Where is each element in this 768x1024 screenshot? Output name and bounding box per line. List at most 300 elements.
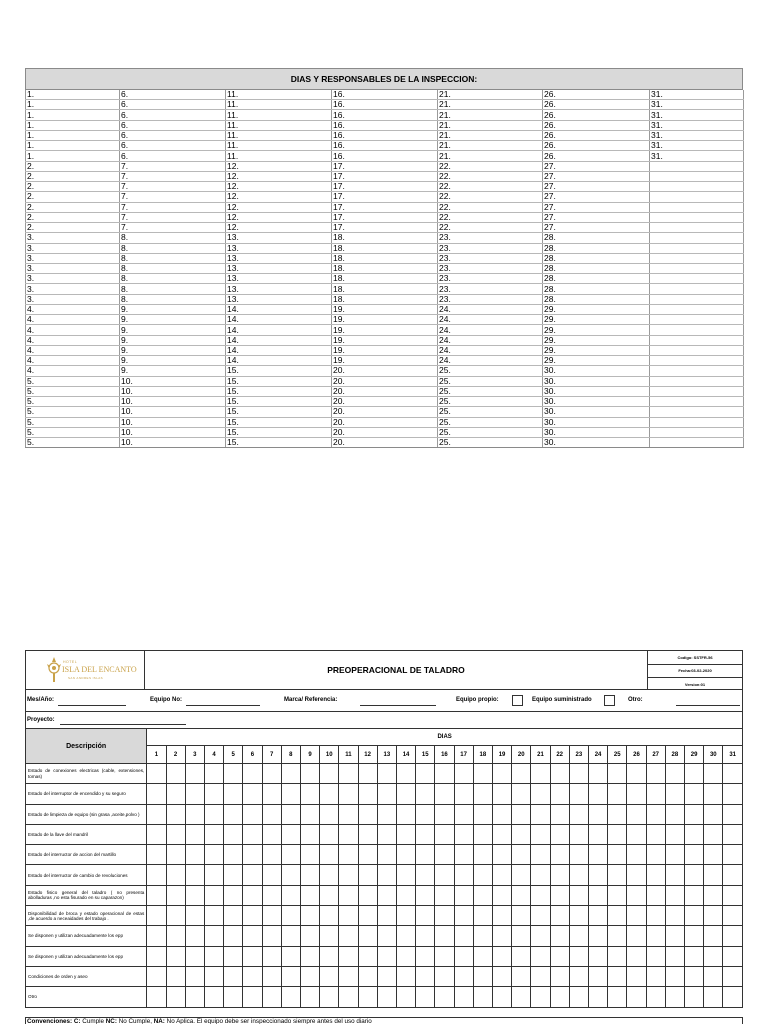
checklist-day-cell[interactable] <box>320 824 339 844</box>
inspection-day-cell[interactable]: 16. <box>332 141 438 151</box>
checklist-day-cell[interactable] <box>531 824 550 844</box>
checklist-day-cell[interactable] <box>243 804 262 824</box>
checklist-day-cell[interactable] <box>147 784 166 804</box>
inspection-day-cell[interactable]: 7. <box>120 223 226 233</box>
checklist-day-cell[interactable] <box>377 926 396 946</box>
inspection-day-cell[interactable]: 22. <box>438 202 543 212</box>
checklist-day-cell[interactable] <box>608 845 627 865</box>
checklist-day-cell[interactable] <box>396 845 415 865</box>
inspection-day-cell[interactable]: 16. <box>332 120 438 130</box>
checklist-day-cell[interactable] <box>608 804 627 824</box>
inspection-day-cell[interactable]: 8. <box>120 253 226 263</box>
checklist-day-cell[interactable] <box>185 926 204 946</box>
checklist-day-cell[interactable] <box>646 824 665 844</box>
checklist-day-cell[interactable] <box>224 845 243 865</box>
inspection-day-cell[interactable]: 9. <box>120 335 226 345</box>
inspection-day-cell[interactable]: 12. <box>226 202 332 212</box>
inspection-day-cell[interactable]: 17. <box>332 212 438 222</box>
inspection-day-cell[interactable]: 16. <box>332 110 438 120</box>
inspection-day-cell[interactable]: 8. <box>120 263 226 273</box>
inspection-day-cell[interactable]: 5. <box>26 427 120 437</box>
checklist-day-cell[interactable] <box>684 764 703 784</box>
inspection-day-cell[interactable]: 19. <box>332 315 438 325</box>
inspection-day-cell[interactable]: 30. <box>543 427 650 437</box>
checklist-day-cell[interactable] <box>320 946 339 966</box>
checklist-day-cell[interactable] <box>243 987 262 1007</box>
supplied-equipment-checkbox[interactable] <box>604 695 615 706</box>
inspection-day-cell[interactable] <box>650 223 744 233</box>
inspection-day-cell[interactable]: 9. <box>120 315 226 325</box>
checklist-day-cell[interactable] <box>704 845 723 865</box>
inspection-day-cell[interactable]: 18. <box>332 294 438 304</box>
checklist-day-cell[interactable] <box>435 987 454 1007</box>
checklist-day-cell[interactable] <box>204 865 223 885</box>
inspection-day-cell[interactable]: 9. <box>120 345 226 355</box>
checklist-day-cell[interactable] <box>512 987 531 1007</box>
checklist-day-cell[interactable] <box>646 926 665 946</box>
checklist-day-cell[interactable] <box>435 764 454 784</box>
inspection-day-cell[interactable]: 23. <box>438 233 543 243</box>
inspection-day-cell[interactable]: 21. <box>438 120 543 130</box>
inspection-day-cell[interactable]: 11. <box>226 90 332 100</box>
checklist-day-cell[interactable] <box>512 966 531 986</box>
inspection-day-cell[interactable]: 1. <box>26 151 120 161</box>
checklist-day-cell[interactable] <box>166 764 185 784</box>
checklist-day-cell[interactable] <box>492 865 511 885</box>
inspection-day-cell[interactable]: 27. <box>543 192 650 202</box>
inspection-day-cell[interactable]: 18. <box>332 284 438 294</box>
checklist-day-cell[interactable] <box>531 906 550 926</box>
checklist-day-cell[interactable] <box>224 906 243 926</box>
checklist-day-cell[interactable] <box>320 764 339 784</box>
inspection-day-cell[interactable]: 27. <box>543 182 650 192</box>
checklist-day-cell[interactable] <box>454 865 473 885</box>
checklist-day-cell[interactable] <box>358 966 377 986</box>
inspection-day-cell[interactable]: 29. <box>543 356 650 366</box>
checklist-day-cell[interactable] <box>166 966 185 986</box>
checklist-day-cell[interactable] <box>454 804 473 824</box>
checklist-day-cell[interactable] <box>588 926 607 946</box>
checklist-day-cell[interactable] <box>454 845 473 865</box>
checklist-day-cell[interactable] <box>262 865 281 885</box>
inspection-day-cell[interactable]: 27. <box>543 161 650 171</box>
inspection-day-cell[interactable]: 26. <box>543 90 650 100</box>
checklist-day-cell[interactable] <box>723 804 743 824</box>
inspection-day-cell[interactable] <box>650 427 744 437</box>
inspection-day-cell[interactable]: 1. <box>26 130 120 140</box>
checklist-day-cell[interactable] <box>684 885 703 905</box>
inspection-day-cell[interactable]: 23. <box>438 284 543 294</box>
checklist-day-cell[interactable] <box>492 845 511 865</box>
checklist-day-cell[interactable] <box>704 926 723 946</box>
checklist-day-cell[interactable] <box>358 784 377 804</box>
inspection-day-cell[interactable]: 19. <box>332 325 438 335</box>
inspection-day-cell[interactable]: 19. <box>332 345 438 355</box>
inspection-day-cell[interactable]: 30. <box>543 376 650 386</box>
checklist-day-cell[interactable] <box>608 764 627 784</box>
checklist-day-cell[interactable] <box>204 885 223 905</box>
checklist-day-cell[interactable] <box>166 865 185 885</box>
inspection-day-cell[interactable] <box>650 253 744 263</box>
checklist-day-cell[interactable] <box>454 906 473 926</box>
checklist-day-cell[interactable] <box>435 824 454 844</box>
checklist-day-cell[interactable] <box>262 845 281 865</box>
checklist-day-cell[interactable] <box>646 804 665 824</box>
inspection-day-cell[interactable]: 26. <box>543 110 650 120</box>
inspection-day-cell[interactable]: 17. <box>332 171 438 181</box>
checklist-day-cell[interactable] <box>262 784 281 804</box>
checklist-day-cell[interactable] <box>224 784 243 804</box>
checklist-day-cell[interactable] <box>531 865 550 885</box>
checklist-day-cell[interactable] <box>435 865 454 885</box>
checklist-day-cell[interactable] <box>281 906 300 926</box>
checklist-day-cell[interactable] <box>454 764 473 784</box>
checklist-day-cell[interactable] <box>588 966 607 986</box>
inspection-day-cell[interactable]: 12. <box>226 192 332 202</box>
inspection-day-cell[interactable]: 24. <box>438 345 543 355</box>
inspection-day-cell[interactable]: 21. <box>438 151 543 161</box>
inspection-day-cell[interactable]: 9. <box>120 304 226 314</box>
checklist-day-cell[interactable] <box>185 966 204 986</box>
checklist-day-cell[interactable] <box>588 764 607 784</box>
inspection-day-cell[interactable]: 28. <box>543 274 650 284</box>
checklist-day-cell[interactable] <box>339 906 358 926</box>
inspection-day-cell[interactable]: 10. <box>120 376 226 386</box>
checklist-day-cell[interactable] <box>224 824 243 844</box>
inspection-day-cell[interactable]: 31. <box>650 130 744 140</box>
inspection-day-cell[interactable]: 2. <box>26 202 120 212</box>
checklist-day-cell[interactable] <box>531 966 550 986</box>
checklist-day-cell[interactable] <box>396 764 415 784</box>
checklist-day-cell[interactable] <box>300 824 319 844</box>
checklist-day-cell[interactable] <box>665 966 684 986</box>
inspection-day-cell[interactable]: 20. <box>332 366 438 376</box>
inspection-day-cell[interactable]: 31. <box>650 141 744 151</box>
checklist-day-cell[interactable] <box>416 845 435 865</box>
inspection-day-cell[interactable]: 15. <box>226 366 332 376</box>
inspection-day-cell[interactable]: 3. <box>26 243 120 253</box>
inspection-day-cell[interactable]: 20. <box>332 386 438 396</box>
checklist-day-cell[interactable] <box>492 784 511 804</box>
checklist-day-cell[interactable] <box>665 764 684 784</box>
checklist-day-cell[interactable] <box>166 987 185 1007</box>
checklist-day-cell[interactable] <box>569 784 588 804</box>
inspection-day-cell[interactable]: 1. <box>26 90 120 100</box>
checklist-day-cell[interactable] <box>185 885 204 905</box>
inspection-day-cell[interactable]: 13. <box>226 294 332 304</box>
checklist-day-cell[interactable] <box>512 926 531 946</box>
checklist-day-cell[interactable] <box>300 784 319 804</box>
inspection-day-cell[interactable] <box>650 366 744 376</box>
inspection-day-cell[interactable]: 7. <box>120 212 226 222</box>
checklist-day-cell[interactable] <box>243 784 262 804</box>
checklist-day-cell[interactable] <box>550 987 569 1007</box>
checklist-day-cell[interactable] <box>704 987 723 1007</box>
checklist-day-cell[interactable] <box>684 865 703 885</box>
checklist-day-cell[interactable] <box>569 946 588 966</box>
checklist-day-cell[interactable] <box>646 946 665 966</box>
inspection-day-cell[interactable]: 26. <box>543 141 650 151</box>
checklist-day-cell[interactable] <box>281 926 300 946</box>
checklist-day-cell[interactable] <box>320 845 339 865</box>
inspection-day-cell[interactable]: 7. <box>120 202 226 212</box>
checklist-day-cell[interactable] <box>147 946 166 966</box>
checklist-day-cell[interactable] <box>243 824 262 844</box>
checklist-day-cell[interactable] <box>166 804 185 824</box>
checklist-day-cell[interactable] <box>166 784 185 804</box>
checklist-day-cell[interactable] <box>704 906 723 926</box>
checklist-day-cell[interactable] <box>166 906 185 926</box>
inspection-day-cell[interactable]: 23. <box>438 243 543 253</box>
inspection-day-cell[interactable]: 4. <box>26 335 120 345</box>
checklist-day-cell[interactable] <box>723 966 743 986</box>
checklist-day-cell[interactable] <box>358 764 377 784</box>
checklist-day-cell[interactable] <box>569 845 588 865</box>
inspection-day-cell[interactable]: 25. <box>438 427 543 437</box>
checklist-day-cell[interactable] <box>512 824 531 844</box>
inspection-day-cell[interactable]: 20. <box>332 397 438 407</box>
checklist-day-cell[interactable] <box>684 906 703 926</box>
inspection-day-cell[interactable]: 3. <box>26 263 120 273</box>
checklist-day-cell[interactable] <box>435 946 454 966</box>
checklist-day-cell[interactable] <box>300 804 319 824</box>
checklist-day-cell[interactable] <box>512 946 531 966</box>
inspection-day-cell[interactable] <box>650 294 744 304</box>
inspection-day-cell[interactable]: 13. <box>226 274 332 284</box>
checklist-day-cell[interactable] <box>147 966 166 986</box>
inspection-day-cell[interactable]: 7. <box>120 161 226 171</box>
inspection-day-cell[interactable]: 12. <box>226 182 332 192</box>
checklist-day-cell[interactable] <box>396 966 415 986</box>
inspection-day-cell[interactable]: 24. <box>438 304 543 314</box>
checklist-day-cell[interactable] <box>588 845 607 865</box>
checklist-day-cell[interactable] <box>224 885 243 905</box>
checklist-day-cell[interactable] <box>550 946 569 966</box>
checklist-day-cell[interactable] <box>454 885 473 905</box>
checklist-day-cell[interactable] <box>665 946 684 966</box>
checklist-day-cell[interactable] <box>569 885 588 905</box>
inspection-day-cell[interactable]: 15. <box>226 376 332 386</box>
inspection-day-cell[interactable] <box>650 233 744 243</box>
checklist-day-cell[interactable] <box>243 906 262 926</box>
inspection-day-cell[interactable] <box>650 417 744 427</box>
checklist-day-cell[interactable] <box>531 987 550 1007</box>
checklist-day-cell[interactable] <box>396 906 415 926</box>
brand-reference-field[interactable] <box>360 705 436 706</box>
checklist-day-cell[interactable] <box>185 764 204 784</box>
checklist-day-cell[interactable] <box>704 804 723 824</box>
checklist-day-cell[interactable] <box>627 926 646 946</box>
inspection-day-cell[interactable]: 3. <box>26 294 120 304</box>
inspection-day-cell[interactable]: 21. <box>438 100 543 110</box>
inspection-day-cell[interactable]: 15. <box>226 397 332 407</box>
inspection-day-cell[interactable]: 31. <box>650 120 744 130</box>
inspection-day-cell[interactable]: 5. <box>26 437 120 447</box>
checklist-day-cell[interactable] <box>531 885 550 905</box>
checklist-day-cell[interactable] <box>243 865 262 885</box>
checklist-day-cell[interactable] <box>646 906 665 926</box>
checklist-day-cell[interactable] <box>646 845 665 865</box>
inspection-day-cell[interactable]: 26. <box>543 100 650 110</box>
checklist-day-cell[interactable] <box>435 845 454 865</box>
checklist-day-cell[interactable] <box>684 987 703 1007</box>
checklist-day-cell[interactable] <box>243 926 262 946</box>
checklist-day-cell[interactable] <box>608 946 627 966</box>
inspection-day-cell[interactable]: 10. <box>120 417 226 427</box>
checklist-day-cell[interactable] <box>320 926 339 946</box>
checklist-day-cell[interactable] <box>224 865 243 885</box>
checklist-day-cell[interactable] <box>377 804 396 824</box>
checklist-day-cell[interactable] <box>588 784 607 804</box>
inspection-day-cell[interactable]: 11. <box>226 100 332 110</box>
inspection-day-cell[interactable]: 4. <box>26 315 120 325</box>
inspection-day-cell[interactable] <box>650 161 744 171</box>
inspection-day-cell[interactable]: 11. <box>226 110 332 120</box>
inspection-day-cell[interactable]: 5. <box>26 407 120 417</box>
checklist-day-cell[interactable] <box>627 804 646 824</box>
inspection-day-cell[interactable]: 27. <box>543 171 650 181</box>
checklist-day-cell[interactable] <box>377 987 396 1007</box>
inspection-day-cell[interactable]: 11. <box>226 120 332 130</box>
inspection-day-cell[interactable]: 29. <box>543 325 650 335</box>
inspection-day-cell[interactable]: 18. <box>332 233 438 243</box>
inspection-day-cell[interactable]: 20. <box>332 427 438 437</box>
inspection-day-cell[interactable]: 23. <box>438 263 543 273</box>
checklist-day-cell[interactable] <box>185 987 204 1007</box>
inspection-day-cell[interactable]: 1. <box>26 100 120 110</box>
checklist-day-cell[interactable] <box>454 987 473 1007</box>
checklist-day-cell[interactable] <box>569 987 588 1007</box>
inspection-day-cell[interactable] <box>650 171 744 181</box>
inspection-day-cell[interactable] <box>650 243 744 253</box>
checklist-day-cell[interactable] <box>454 946 473 966</box>
inspection-day-cell[interactable]: 14. <box>226 304 332 314</box>
checklist-day-cell[interactable] <box>704 784 723 804</box>
checklist-day-cell[interactable] <box>396 946 415 966</box>
inspection-day-cell[interactable]: 22. <box>438 212 543 222</box>
checklist-day-cell[interactable] <box>185 845 204 865</box>
inspection-day-cell[interactable] <box>650 437 744 447</box>
inspection-day-cell[interactable]: 4. <box>26 345 120 355</box>
checklist-day-cell[interactable] <box>550 906 569 926</box>
checklist-day-cell[interactable] <box>531 764 550 784</box>
checklist-day-cell[interactable] <box>300 865 319 885</box>
checklist-day-cell[interactable] <box>147 865 166 885</box>
inspection-day-cell[interactable] <box>650 356 744 366</box>
checklist-day-cell[interactable] <box>300 906 319 926</box>
checklist-day-cell[interactable] <box>416 764 435 784</box>
checklist-day-cell[interactable] <box>435 966 454 986</box>
inspection-day-cell[interactable]: 12. <box>226 212 332 222</box>
checklist-day-cell[interactable] <box>492 885 511 905</box>
inspection-day-cell[interactable] <box>650 263 744 273</box>
checklist-day-cell[interactable] <box>627 946 646 966</box>
inspection-day-cell[interactable]: 31. <box>650 100 744 110</box>
inspection-day-cell[interactable]: 2. <box>26 182 120 192</box>
inspection-day-cell[interactable]: 24. <box>438 325 543 335</box>
checklist-day-cell[interactable] <box>396 865 415 885</box>
checklist-day-cell[interactable] <box>492 987 511 1007</box>
checklist-day-cell[interactable] <box>684 784 703 804</box>
inspection-day-cell[interactable]: 22. <box>438 161 543 171</box>
checklist-day-cell[interactable] <box>166 946 185 966</box>
inspection-day-cell[interactable]: 29. <box>543 345 650 355</box>
inspection-day-cell[interactable] <box>650 407 744 417</box>
checklist-day-cell[interactable] <box>512 764 531 784</box>
inspection-day-cell[interactable]: 4. <box>26 366 120 376</box>
checklist-day-cell[interactable] <box>320 906 339 926</box>
checklist-day-cell[interactable] <box>281 804 300 824</box>
checklist-day-cell[interactable] <box>473 926 492 946</box>
inspection-day-cell[interactable]: 4. <box>26 325 120 335</box>
inspection-day-cell[interactable]: 26. <box>543 120 650 130</box>
checklist-day-cell[interactable] <box>224 926 243 946</box>
inspection-day-cell[interactable]: 3. <box>26 274 120 284</box>
checklist-day-cell[interactable] <box>339 865 358 885</box>
checklist-day-cell[interactable] <box>646 764 665 784</box>
inspection-day-cell[interactable]: 15. <box>226 417 332 427</box>
inspection-day-cell[interactable]: 26. <box>543 151 650 161</box>
inspection-day-cell[interactable]: 14. <box>226 315 332 325</box>
inspection-day-cell[interactable]: 30. <box>543 386 650 396</box>
inspection-day-cell[interactable]: 9. <box>120 366 226 376</box>
inspection-day-cell[interactable]: 10. <box>120 407 226 417</box>
checklist-day-cell[interactable] <box>608 784 627 804</box>
checklist-day-cell[interactable] <box>569 926 588 946</box>
checklist-day-cell[interactable] <box>243 845 262 865</box>
checklist-day-cell[interactable] <box>665 926 684 946</box>
checklist-day-cell[interactable] <box>512 865 531 885</box>
inspection-day-cell[interactable]: 21. <box>438 90 543 100</box>
checklist-day-cell[interactable] <box>358 987 377 1007</box>
checklist-day-cell[interactable] <box>377 764 396 784</box>
checklist-day-cell[interactable] <box>396 804 415 824</box>
checklist-day-cell[interactable] <box>473 804 492 824</box>
checklist-day-cell[interactable] <box>147 824 166 844</box>
inspection-day-cell[interactable]: 3. <box>26 233 120 243</box>
checklist-day-cell[interactable] <box>377 865 396 885</box>
checklist-day-cell[interactable] <box>665 865 684 885</box>
checklist-day-cell[interactable] <box>185 804 204 824</box>
checklist-day-cell[interactable] <box>339 946 358 966</box>
checklist-day-cell[interactable] <box>243 885 262 905</box>
inspection-day-cell[interactable]: 11. <box>226 130 332 140</box>
inspection-day-cell[interactable]: 19. <box>332 356 438 366</box>
inspection-day-cell[interactable]: 12. <box>226 223 332 233</box>
inspection-day-cell[interactable]: 7. <box>120 192 226 202</box>
checklist-day-cell[interactable] <box>416 987 435 1007</box>
inspection-day-cell[interactable]: 1. <box>26 141 120 151</box>
inspection-day-cell[interactable] <box>650 386 744 396</box>
checklist-day-cell[interactable] <box>243 966 262 986</box>
inspection-day-cell[interactable] <box>650 376 744 386</box>
month-year-field[interactable] <box>58 705 126 706</box>
checklist-day-cell[interactable] <box>262 987 281 1007</box>
inspection-day-cell[interactable]: 31. <box>650 151 744 161</box>
checklist-day-cell[interactable] <box>608 906 627 926</box>
checklist-day-cell[interactable] <box>320 865 339 885</box>
inspection-day-cell[interactable]: 13. <box>226 263 332 273</box>
inspection-day-cell[interactable]: 10. <box>120 386 226 396</box>
checklist-day-cell[interactable] <box>627 966 646 986</box>
checklist-day-cell[interactable] <box>704 865 723 885</box>
inspection-day-cell[interactable]: 20. <box>332 417 438 427</box>
checklist-day-cell[interactable] <box>512 804 531 824</box>
inspection-day-cell[interactable]: 25. <box>438 407 543 417</box>
inspection-day-cell[interactable]: 26. <box>543 130 650 140</box>
inspection-day-cell[interactable]: 11. <box>226 141 332 151</box>
checklist-day-cell[interactable] <box>492 926 511 946</box>
